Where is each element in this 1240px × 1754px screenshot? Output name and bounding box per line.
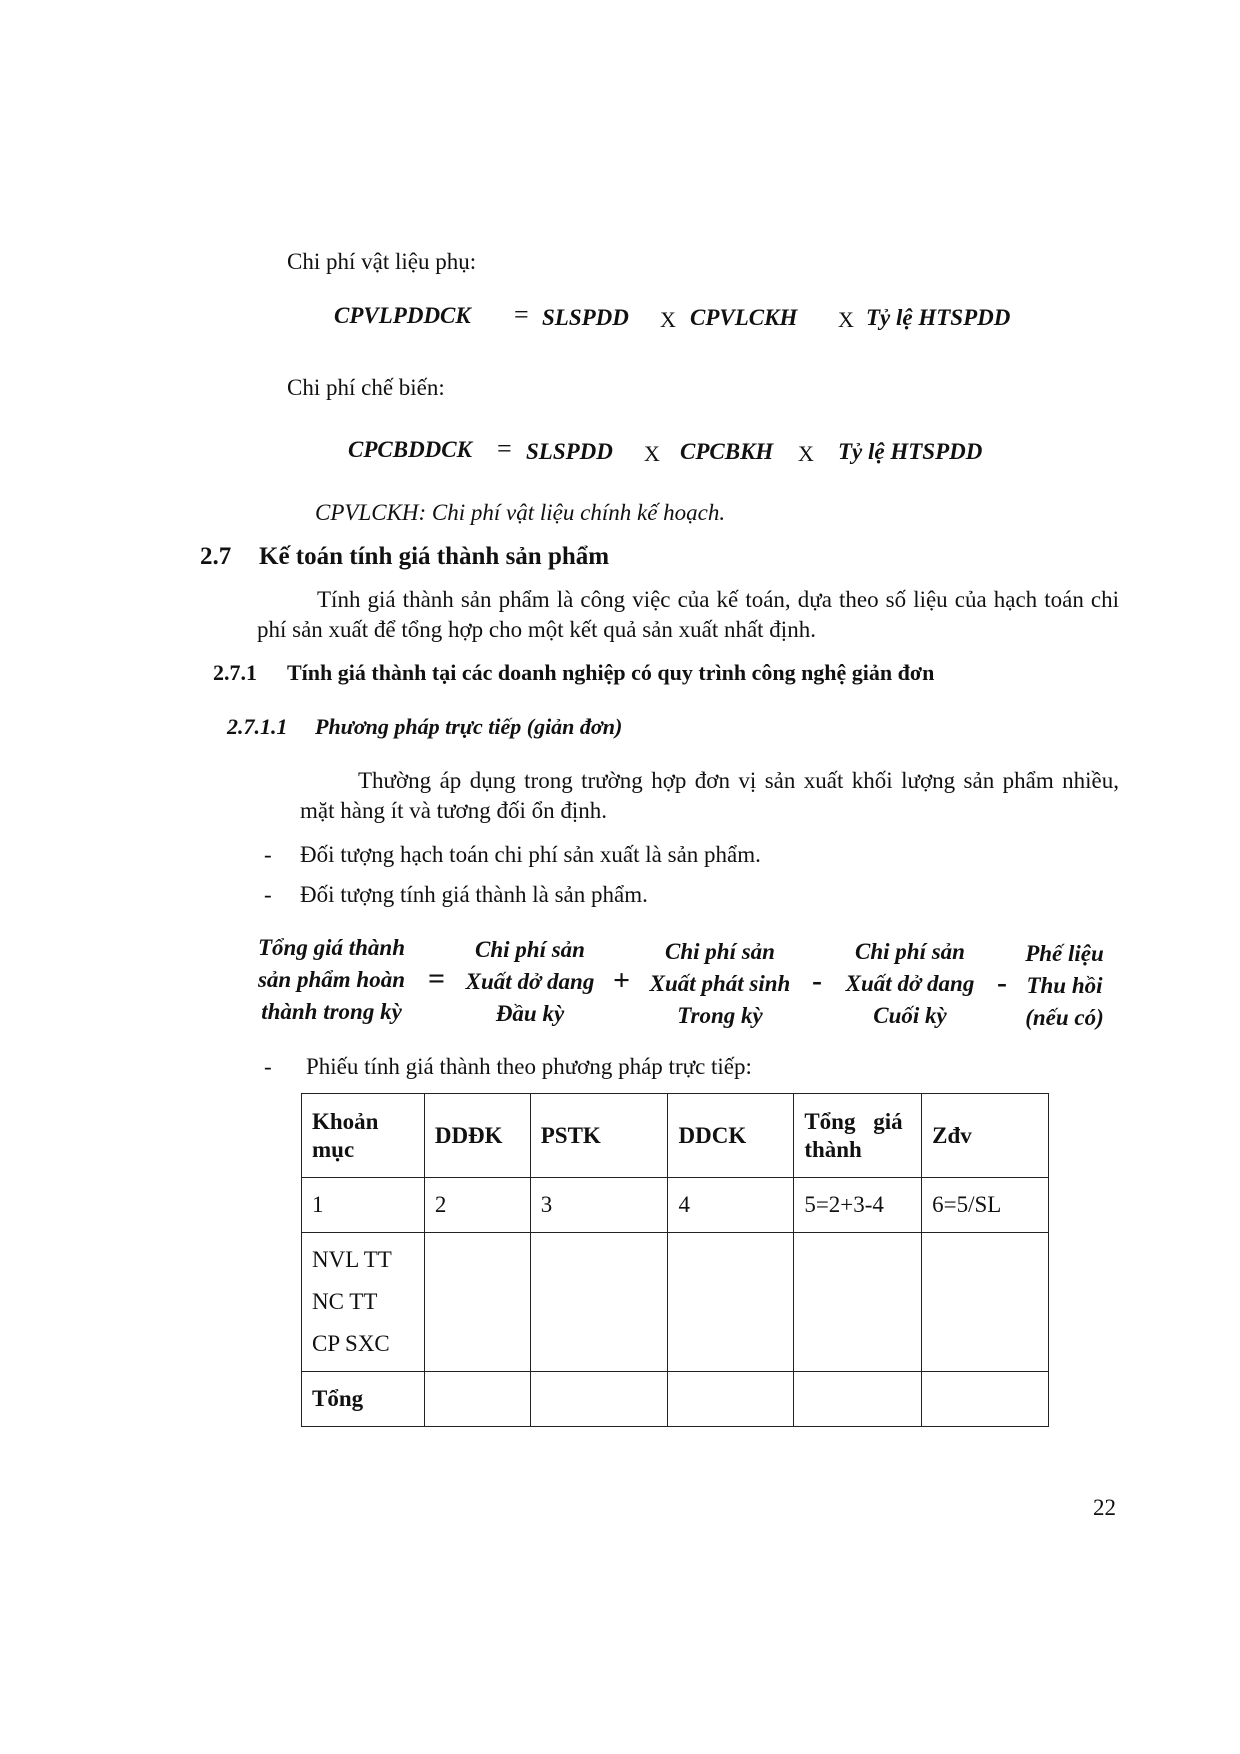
table-cell [794,1372,922,1427]
formula-note: CPVLCKH: Chi phí vật liệu chính kế hoạch. [315,500,726,525]
table-cell [794,1233,922,1372]
big-formula-line: Xuất phát sinh [649,971,791,996]
big-formula-line: Đầu kỳ [495,1001,565,1026]
formula1-eq: = [514,300,529,329]
big-formula-scrap [1012,938,1117,1034]
table-cell: 4 [668,1178,794,1233]
cb-label: Chi phí chế biến: [287,375,445,400]
page-number: 22 [1093,1495,1116,1520]
table-cell [922,1233,1049,1372]
formula2-term2: CPCBKH [680,439,774,464]
table-header-row [302,1094,1049,1178]
formula1-term1: SLSPDD [542,305,629,330]
header-cell [794,1094,922,1178]
table-cell: 5=2+3-4 [794,1178,922,1233]
table-cell [424,1372,530,1427]
header-cell: PSTK [530,1094,668,1178]
big-formula-line: Xuất dở dang [465,969,595,994]
formula1-times2: X [838,307,854,332]
big-formula-line: Phế liệu [1025,941,1104,966]
big-formula-op-minus: - [812,964,822,997]
formula1-lhs: CPVLPDDCK [334,303,471,328]
big-formula-op-equals: = [428,962,446,995]
table-cell [424,1233,530,1372]
formula2-eq: = [497,434,512,463]
table-cell [302,1233,425,1372]
table-row [302,1233,1049,1372]
big-formula-period-cost [636,936,804,1032]
header-cell: DDCK [668,1094,794,1178]
header-cell: Zđv [922,1094,1049,1178]
table-cell: 1 [302,1178,425,1233]
table-cell [668,1372,794,1427]
big-formula-line: (nếu có) [1025,1005,1104,1030]
formula2-term3: Tỷ lệ HTSPDD [838,439,983,464]
table-cell: 2 [424,1178,530,1233]
header-cell: DDĐK [424,1094,530,1178]
item-label: NC TT [312,1289,378,1314]
bullet-dash: - [264,842,272,867]
item-label: NVL TT [312,1247,392,1272]
formula1-term3: Tỷ lệ HTSPDD [866,305,1011,330]
bullet-dash: - [264,882,272,907]
big-formula-line: Cuối kỳ [873,1003,947,1028]
table-cell [922,1372,1049,1427]
item-label: CP SXC [312,1331,390,1356]
table-row [302,1178,1049,1233]
header-line: Khoản [312,1108,379,1134]
table-cell: 3 [530,1178,668,1233]
table-cell: Tổng [302,1372,425,1427]
subsection-title: Tính giá thành tại các doanh nghiệp có quy trình công nghệ giản đơn [287,660,935,685]
big-formula-line: Chi phí sản [475,937,585,962]
formula2-times1: X [644,441,660,466]
big-formula-line: Thu hồi [1026,973,1103,998]
subsection-number: 2.7.1 [213,660,257,685]
section-number: 2.7 [200,543,232,570]
bullet-text: Phiếu tính giá thành theo phương pháp trực tiếp: [306,1054,752,1079]
header-line: Tổng giá [804,1108,903,1134]
big-formula-line: Trong kỳ [677,1003,763,1028]
table-cell: 6=5/SL [922,1178,1049,1233]
big-formula-line: sản phẩm hoàn [257,967,405,992]
table-row [302,1372,1049,1427]
big-formula-line: Chi phí sản [665,939,775,964]
header-line: thành [804,1136,862,1162]
big-formula-line: Tổng giá thành [258,935,405,960]
big-formula-line: Xuất dở dang [845,971,975,996]
cost-calculation-table [301,1093,1049,1427]
table-cell [530,1372,668,1427]
big-formula-total [224,932,439,1028]
formula2-term1: SLSPDD [526,439,613,464]
bullet-text: Đối tượng tính giá thành là sản phẩm. [300,882,648,907]
subsubsection-paragraph: Thường áp dụng trong trường hợp đơn vị sản xuất khối lượng sản phẩm nhiều, mặt hàng ít và tương đối ổn định. [300,768,1119,823]
big-formula-opening-wip [450,934,610,1030]
big-formula-op-plus: + [613,964,631,997]
formula2-lhs: CPCBDDCK [348,437,472,462]
formula1-times1: X [660,307,676,332]
formula1-term2: CPVLCKH [690,305,798,330]
vlp-label: Chi phí vật liệu phụ: [287,249,477,274]
table-cell [668,1233,794,1372]
section-paragraph: Tính giá thành sản phẩm là công việc của kế toán, dựa theo số liệu của hạch toán chi phí sản xuất để tổng hợp cho một kết quả sản xuất nhất định. [257,587,1119,642]
big-formula-op-minus: - [997,966,1007,999]
big-formula-line: Chi phí sản [855,939,965,964]
formula2-times2: X [798,441,814,466]
bullet-dash: - [264,1054,272,1079]
section-title: Kế toán tính giá thành sản phẩm [259,543,610,570]
table-cell [530,1233,668,1372]
header-cell [302,1094,425,1178]
subsubsection-number: 2.7.1.1 [227,714,288,739]
big-formula-closing-wip [830,936,990,1032]
subsubsection-title: Phương pháp trực tiếp (giản đơn) [315,714,623,739]
bullet-text: Đối tượng hạch toán chi phí sản xuất là sản phẩm. [300,842,761,867]
big-formula-line: thành trong kỳ [261,999,402,1024]
header-line: mục [312,1136,355,1162]
